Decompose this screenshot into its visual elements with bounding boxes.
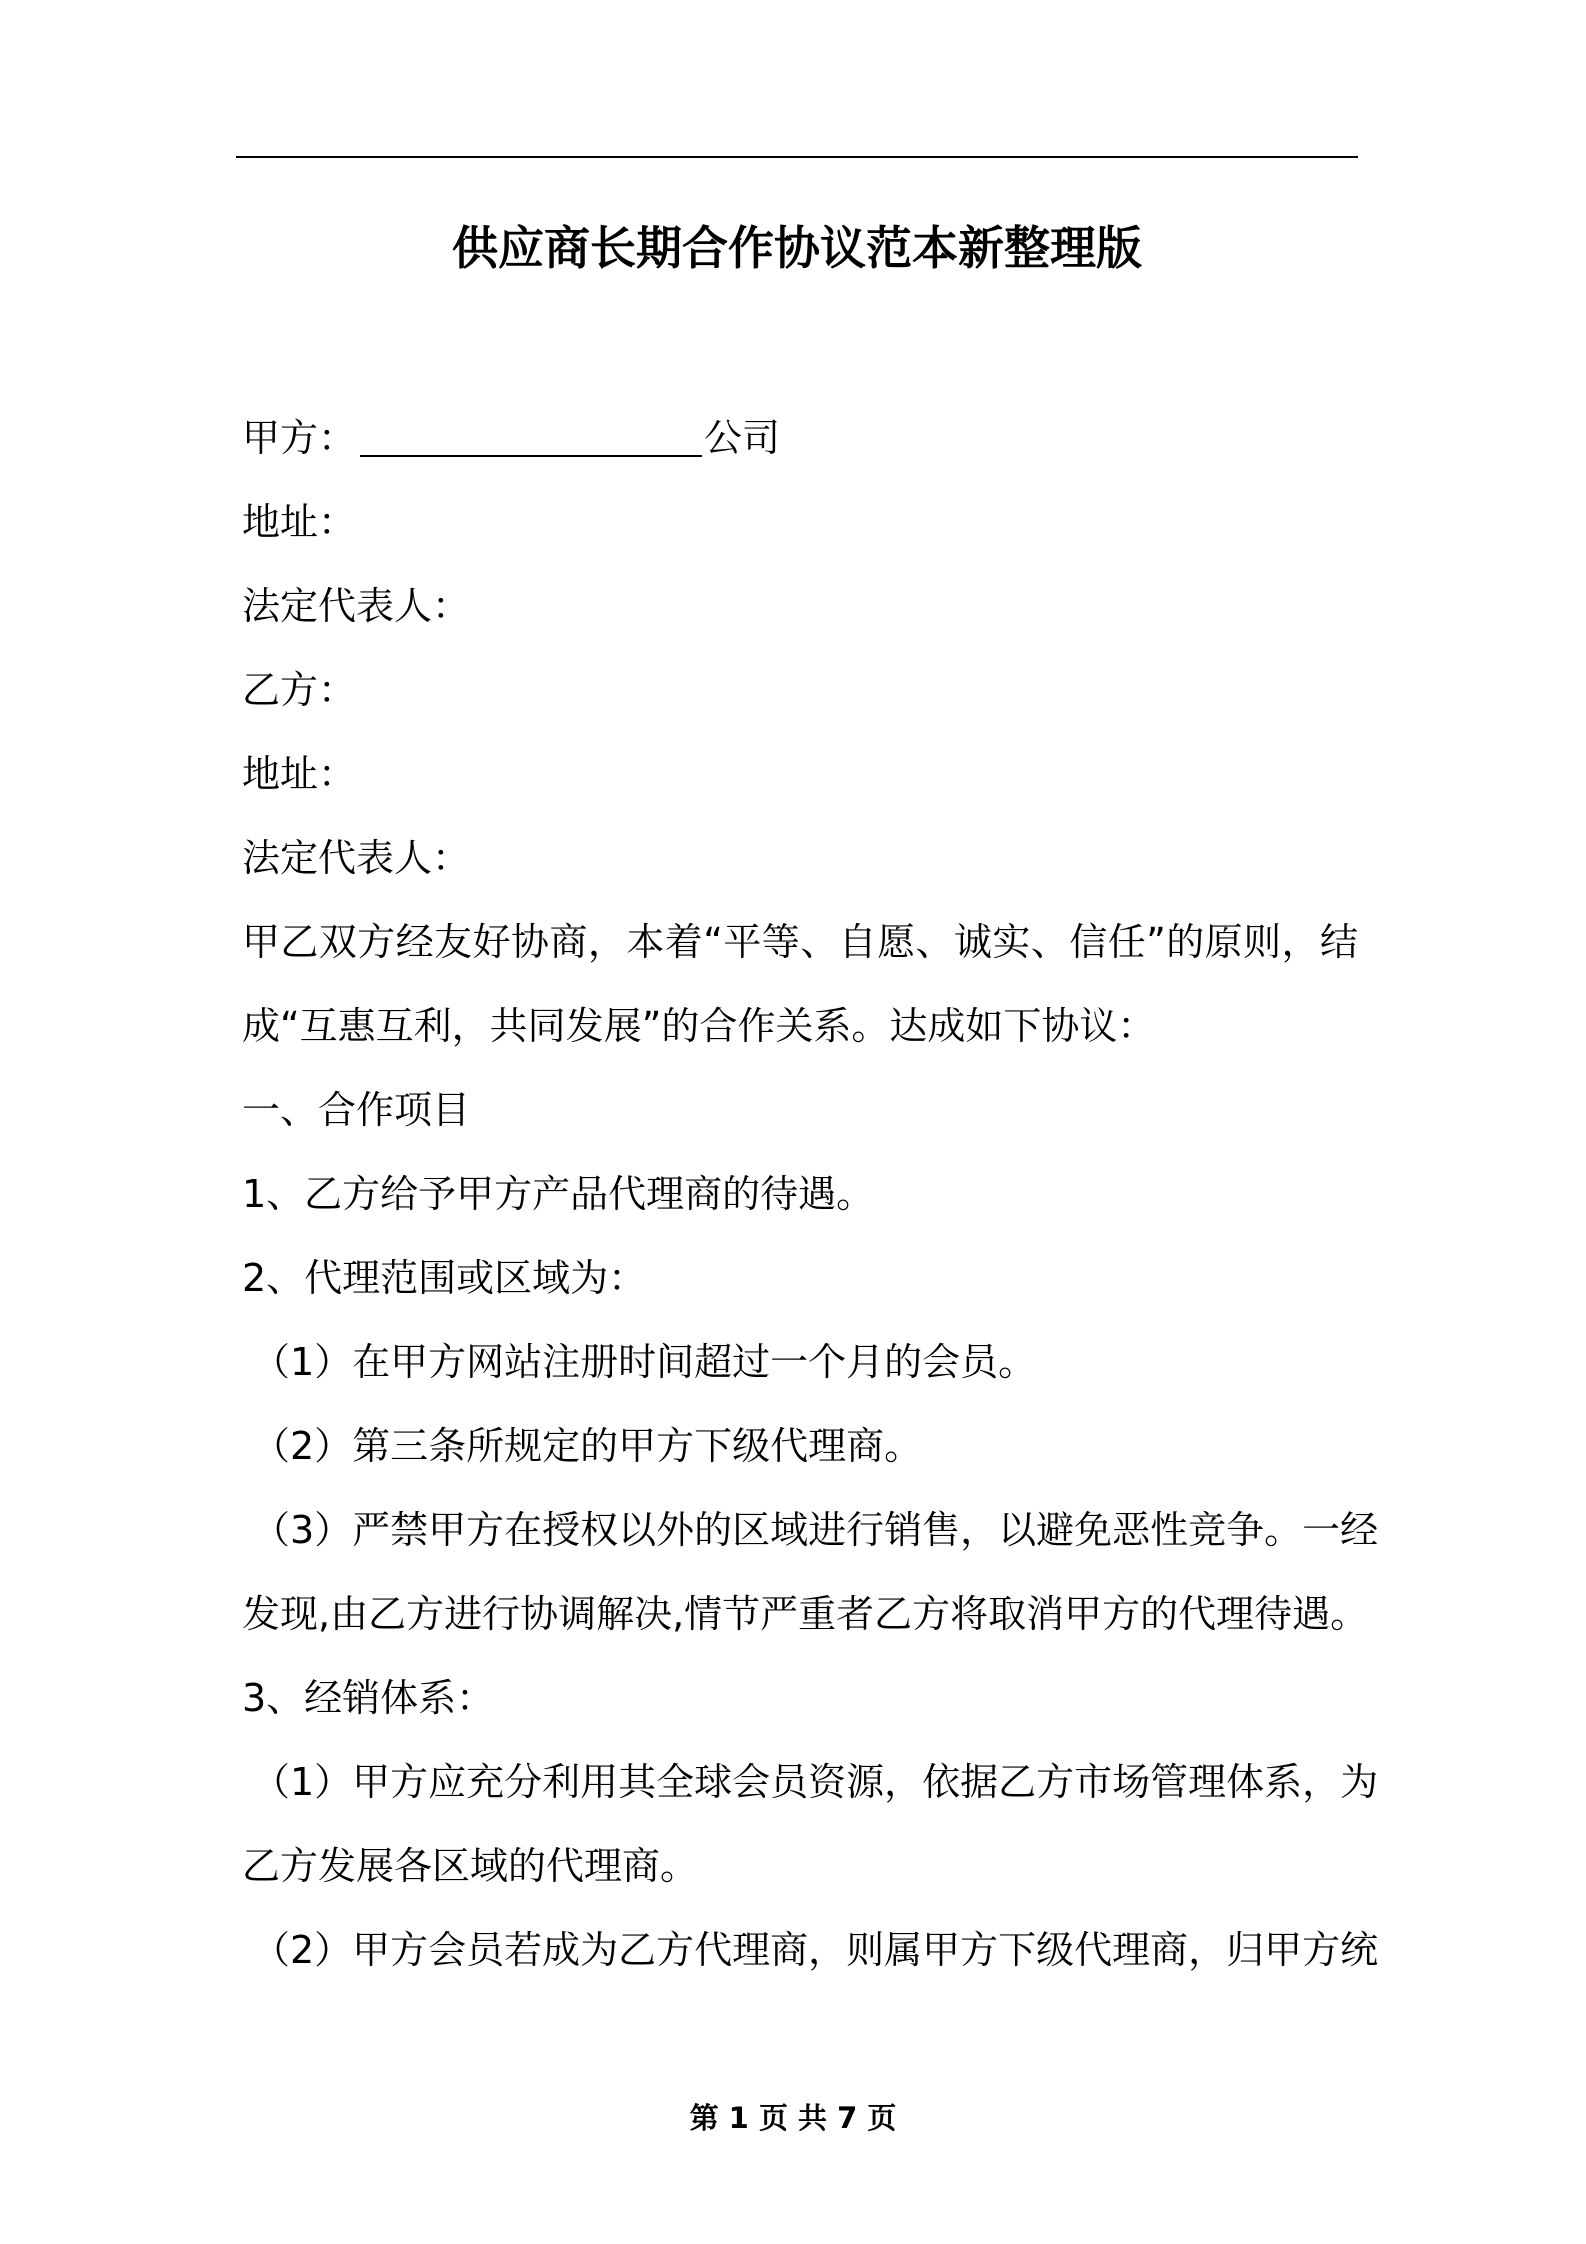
document-body [242,396,1379,1992]
address-b: 地址： [242,752,357,796]
item-2-sub-3-line-1: （3）严禁甲方在授权以外的区域进行销售，以避免恶性竞争。一经 [252,1508,1379,1552]
party-b-label: 乙方： [242,668,357,712]
party-a-suffix: 公司 [704,416,781,460]
party-a-blank [360,411,702,457]
intro-line-2: 成“互惠互利，共同发展”的合作关系。达成如下协议： [242,1004,1156,1048]
address-a: 地址： [242,500,357,544]
item-2-sub-1: （1）在甲方网站注册时间超过一个月的会员。 [252,1340,1037,1384]
item-1: 1、乙方给予甲方产品代理商的待遇。 [242,1172,875,1216]
page-indicator: 第 1 页 共 7 页 [689,2101,897,2135]
document-title: 供应商长期合作协议范本新整理版 [452,221,1142,275]
item-3-sub-1-line-1: （1）甲方应充分利用其全球会员资源，依据乙方市场管理体系，为 [252,1760,1379,1804]
header-rule [236,156,1358,158]
section-1-heading: 一、合作项目 [242,1088,471,1132]
item-3: 3、经销体系： [242,1676,495,1720]
item-2-sub-2: （2）第三条所规定的甲方下级代理商。 [252,1424,923,1468]
item-2: 2、代理范围或区域为： [242,1256,647,1300]
party-a-label: 甲方： [242,416,357,460]
item-3-sub-2-line-1: （2）甲方会员若成为乙方代理商，则属甲方下级代理商，归甲方统 [252,1928,1379,1972]
legal-rep-b: 法定代表人： [242,836,471,880]
item-3-sub-1-line-2: 乙方发展各区域的代理商。 [242,1844,699,1888]
intro-line-1: 甲乙双方经友好协商，本着“平等、自愿、诚实、信任”的原则，结 [242,920,1358,964]
party-a-line [242,396,1358,480]
legal-rep-a: 法定代表人： [242,584,471,628]
item-2-sub-3-line-2: 发现,由乙方进行协调解决,情节严重者乙方将取消甲方的代理待遇。 [242,1592,1369,1636]
